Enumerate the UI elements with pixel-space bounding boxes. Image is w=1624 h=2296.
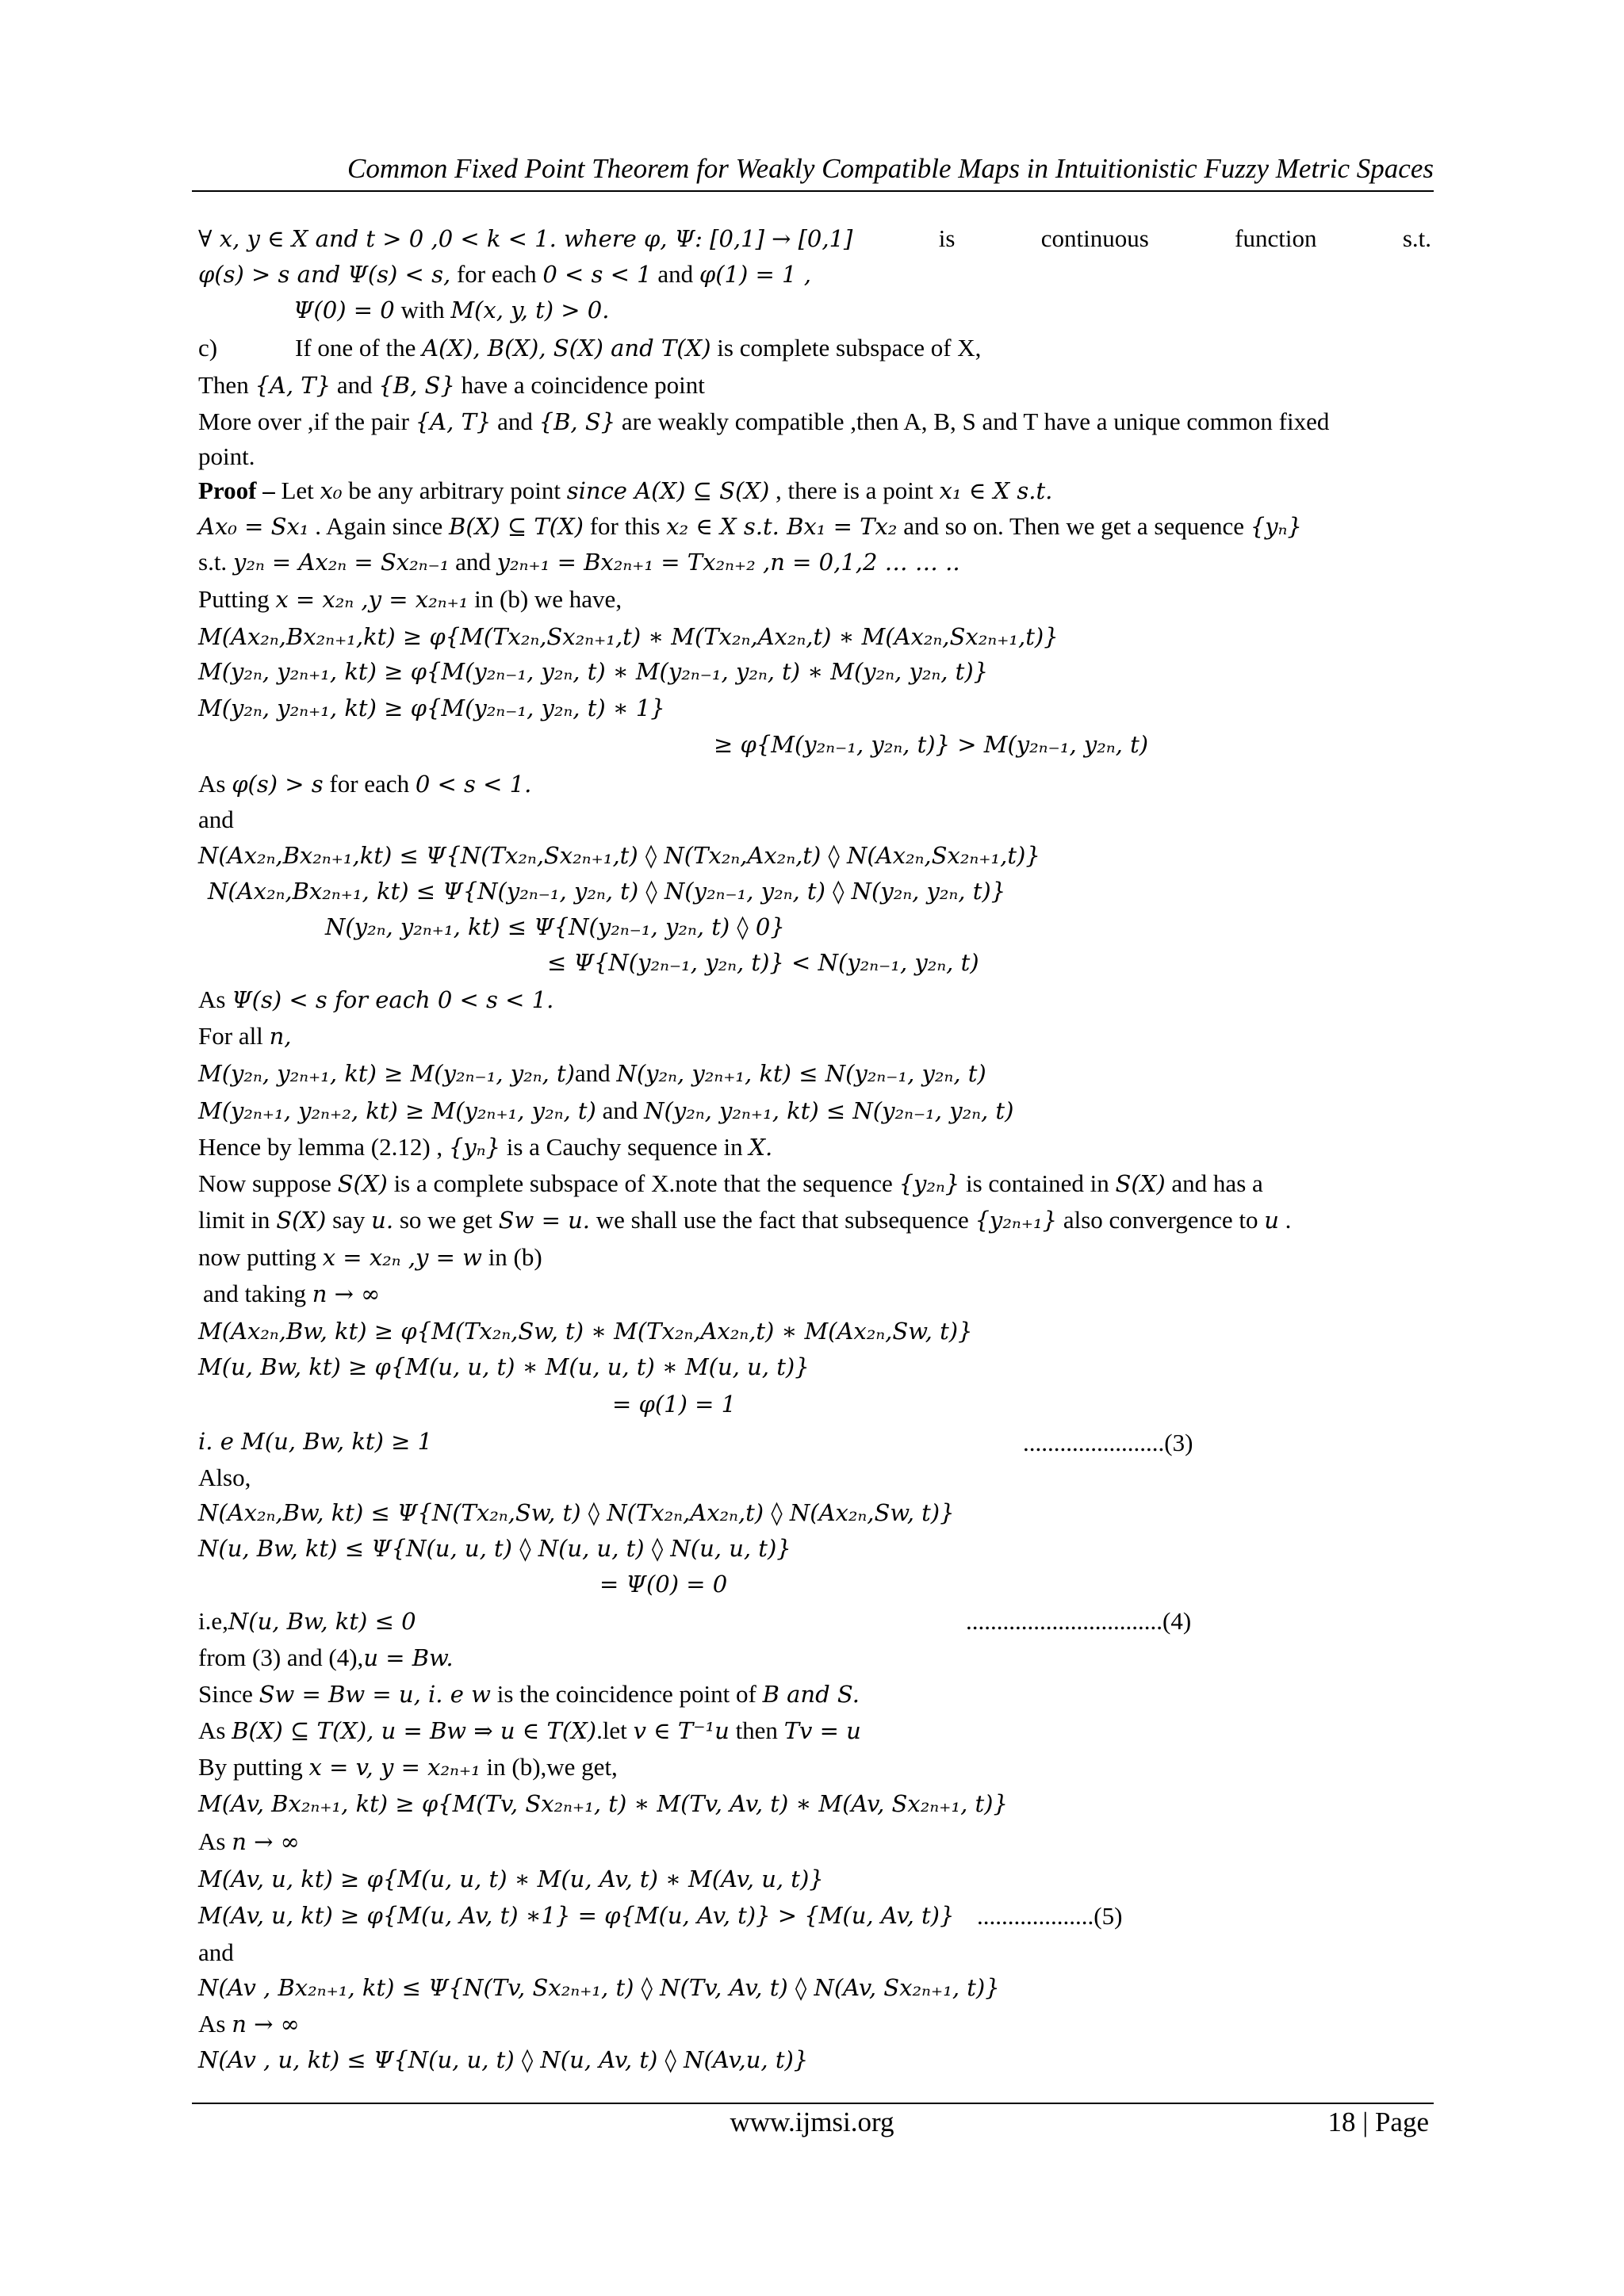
text-line: As n → ∞ — [198, 2010, 300, 2038]
equation: M(Av, u, kt) ≥ φ{M(u, u, t) ∗ M(u, Av, t) ∗ M(Av, u, t)} — [198, 1866, 824, 1892]
text-line: Since Sw = Bw = u, i. e w is the coincidence point of B and S. — [198, 1680, 860, 1708]
page-number: 18 | Page — [1327, 2107, 1429, 2137]
equation: M(Ax₂ₙ,Bx₂ₙ₊₁,kt) ≥ φ{M(Tx₂ₙ,Sx₂ₙ₊₁,t) ∗ M(Tx₂ₙ,Ax₂ₙ,t) ∗ M(Ax₂ₙ,Sx₂ₙ₊₁,t)} — [198, 623, 1059, 650]
text-line: Ax₀ = Sx₁ . Again since B(X) ⊆ T(X) for this x₂ ∈ X s.t. Bx₁ = Tx₂ and so on. Then we get a sequence {yₙ} — [198, 512, 1302, 540]
text-line: and — [198, 1938, 234, 1966]
text-line: As B(X) ⊆ T(X), u = Bw ⇒ u ∈ T(X).let v ∈ T⁻¹u then Tv = u — [198, 1716, 861, 1744]
text-line: M(y₂ₙ₊₁, y₂ₙ₊₂, kt) ≥ M(y₂ₙ₊₁, y₂ₙ, t) and N(y₂ₙ, y₂ₙ₊₁, kt) ≤ N(y₂ₙ₋₁, y₂ₙ, t) — [198, 1096, 1014, 1124]
list-item-c: c) If one of the A(X), B(X), S(X) and T(X) is complete subspace of X, — [198, 334, 982, 362]
text-line: φ(s) > s and Ψ(s) < s, for each 0 < s < 1 and φ(1) = 1 , — [198, 260, 811, 288]
text-line: As n → ∞ — [198, 1827, 300, 1855]
text-line: Ψ(0) = 0 with M(x, y, t) > 0. — [293, 296, 610, 323]
running-header: Common Fixed Point Theorem for Weakly Compatible Maps in Intuitionistic Fuzzy Metric Spaces — [347, 153, 1434, 184]
equation: M(Ax₂ₙ,Bw, kt) ≥ φ{M(Tx₂ₙ,Sw, t) ∗ M(Tx₂ₙ,Ax₂ₙ,t) ∗ M(Ax₂ₙ,Sw, t)} — [198, 1318, 973, 1345]
text-line: Then {A, T} and {B, S} have a coincidence point — [198, 371, 705, 399]
equation: N(u, Bw, kt) ≤ Ψ{N(u, u, t) ◊ N(u, u, t) ◊ N(u, u, t)} — [198, 1535, 791, 1562]
equation: i. e M(u, Bw, kt) ≥ 1 — [198, 1428, 433, 1455]
footer-rule — [192, 2103, 1434, 2104]
text-line: point. — [198, 442, 255, 470]
text-line: As Ψ(s) < s for each 0 < s < 1. — [198, 985, 554, 1013]
text-line: and — [198, 806, 234, 833]
text-line: Also, — [198, 1464, 251, 1491]
text-line: ∀ x, y ∈ X and t > 0 ,0 < k < 1. where φ, Ψ: [0,1] → [0,1] is continuous function s.t. — [198, 224, 1431, 252]
equation: M(y₂ₙ, y₂ₙ₊₁, kt) ≥ φ{M(y₂ₙ₋₁, y₂ₙ, t) ∗ 1} — [198, 695, 665, 721]
text-line: Hence by lemma (2.12) , {yₙ} is a Cauchy sequence in X. — [198, 1133, 773, 1161]
equation: ≥ φ{M(y₂ₙ₋₁, y₂ₙ, t)} > M(y₂ₙ₋₁, y₂ₙ, t) — [714, 731, 1149, 758]
text-line: and taking n → ∞ — [203, 1280, 381, 1307]
equation: N(Ax₂ₙ,Bx₂ₙ₊₁,kt) ≤ Ψ{N(Tx₂ₙ,Sx₂ₙ₊₁,t) ◊ N(Tx₂ₙ,Ax₂ₙ,t) ◊ N(Ax₂ₙ,Sx₂ₙ₊₁,t)} — [198, 842, 1040, 869]
equation: M(y₂ₙ, y₂ₙ₊₁, kt) ≥ φ{M(y₂ₙ₋₁, y₂ₙ, t) ∗ M(y₂ₙ₋₁, y₂ₙ, t) ∗ M(y₂ₙ, y₂ₙ, t)} — [198, 658, 989, 685]
text-line: For all n, — [198, 1022, 292, 1050]
text-line: As φ(s) > s for each 0 < s < 1. — [198, 770, 532, 798]
equation-number-5: ...................(5) — [977, 1902, 1123, 1930]
equation: N(Ax₂ₙ,Bw, kt) ≤ Ψ{N(Tx₂ₙ,Sw, t) ◊ N(Tx₂ₙ,Ax₂ₙ,t) ◊ N(Ax₂ₙ,Sw, t)} — [198, 1499, 955, 1526]
text-line: More over ,if the pair {A, T} and {B, S} are weakly compatible ,then A, B, S and T have a unique common fixed — [198, 408, 1330, 435]
text-line: By putting x = v, y = x₂ₙ₊₁ in (b),we get, — [198, 1753, 618, 1781]
text-line: Putting x = x₂ₙ ,y = x₂ₙ₊₁ in (b) we have, — [198, 585, 622, 613]
text-line: M(y₂ₙ, y₂ₙ₊₁, kt) ≥ M(y₂ₙ₋₁, y₂ₙ, t)and N(y₂ₙ, y₂ₙ₊₁, kt) ≤ N(y₂ₙ₋₁, y₂ₙ, t) — [198, 1059, 986, 1087]
equation-number-3: .......................(3) — [1023, 1429, 1193, 1456]
equation: N(Ax₂ₙ,Bx₂ₙ₊₁, kt) ≤ Ψ{N(y₂ₙ₋₁, y₂ₙ, t) ◊ N(y₂ₙ₋₁, y₂ₙ, t) ◊ N(y₂ₙ, y₂ₙ, t)} — [208, 878, 1006, 905]
text-line: s.t. y₂ₙ = Ax₂ₙ = Sx₂ₙ₋₁ and y₂ₙ₊₁ = Bx₂ₙ₊₁ = Tx₂ₙ₊₂ ,n = 0,1,2 … … .. — [198, 548, 960, 576]
equation: N(Av , u, kt) ≤ Ψ{N(u, u, t) ◊ N(u, Av, t) ◊ N(Av,u, t)} — [198, 2046, 809, 2073]
equation: N(Av , Bx₂ₙ₊₁, kt) ≤ Ψ{N(Tv, Sx₂ₙ₊₁, t) ◊ N(Tv, Av, t) ◊ N(Av, Sx₂ₙ₊₁, t)} — [198, 1974, 1000, 2001]
header-rule — [192, 190, 1434, 192]
equation: N(y₂ₙ, y₂ₙ₊₁, kt) ≤ Ψ{N(y₂ₙ₋₁, y₂ₙ, t) ◊ 0} — [325, 913, 785, 940]
equation: M(Av, Bx₂ₙ₊₁, kt) ≥ φ{M(Tv, Sx₂ₙ₊₁, t) ∗ M(Tv, Av, t) ∗ M(Av, Sx₂ₙ₊₁, t)} — [198, 1790, 1008, 1817]
equation: = φ(1) = 1 — [612, 1391, 737, 1418]
text-line: now putting x = x₂ₙ ,y = w in (b) — [198, 1243, 542, 1271]
equation: M(Av, u, kt) ≥ φ{M(u, Av, t) ∗1} = φ{M(u, Av, t)} > {M(u, Av, t)} — [198, 1902, 955, 1929]
footer-url: www.ijmsi.org — [730, 2107, 894, 2137]
text-line: Now suppose S(X) is a complete subspace of X.note that the sequence {y₂ₙ} is contained in S(X) and has a — [198, 1169, 1263, 1197]
text-line: from (3) and (4),u = Bw. — [198, 1644, 454, 1671]
text-line: limit in S(X) say u. so we get Sw = u. we shall use the fact that subsequence {y₂ₙ₊₁} also convergence to u . — [198, 1206, 1292, 1234]
equation: = Ψ(0) = 0 — [599, 1571, 728, 1598]
proof-start: Proof – Let x₀ be any arbitrary point since A(X) ⊆ S(X) , there is a point x₁ ∈ X s.t. — [198, 476, 1053, 504]
text-line: i.e,N(u, Bw, kt) ≤ 0 — [198, 1607, 416, 1635]
equation: M(u, Bw, kt) ≥ φ{M(u, u, t) ∗ M(u, u, t) ∗ M(u, u, t)} — [198, 1353, 810, 1380]
equation: ≤ Ψ{N(y₂ₙ₋₁, y₂ₙ, t)} < N(y₂ₙ₋₁, y₂ₙ, t) — [547, 949, 979, 976]
equation-number-4: ................................(4) — [966, 1607, 1192, 1635]
